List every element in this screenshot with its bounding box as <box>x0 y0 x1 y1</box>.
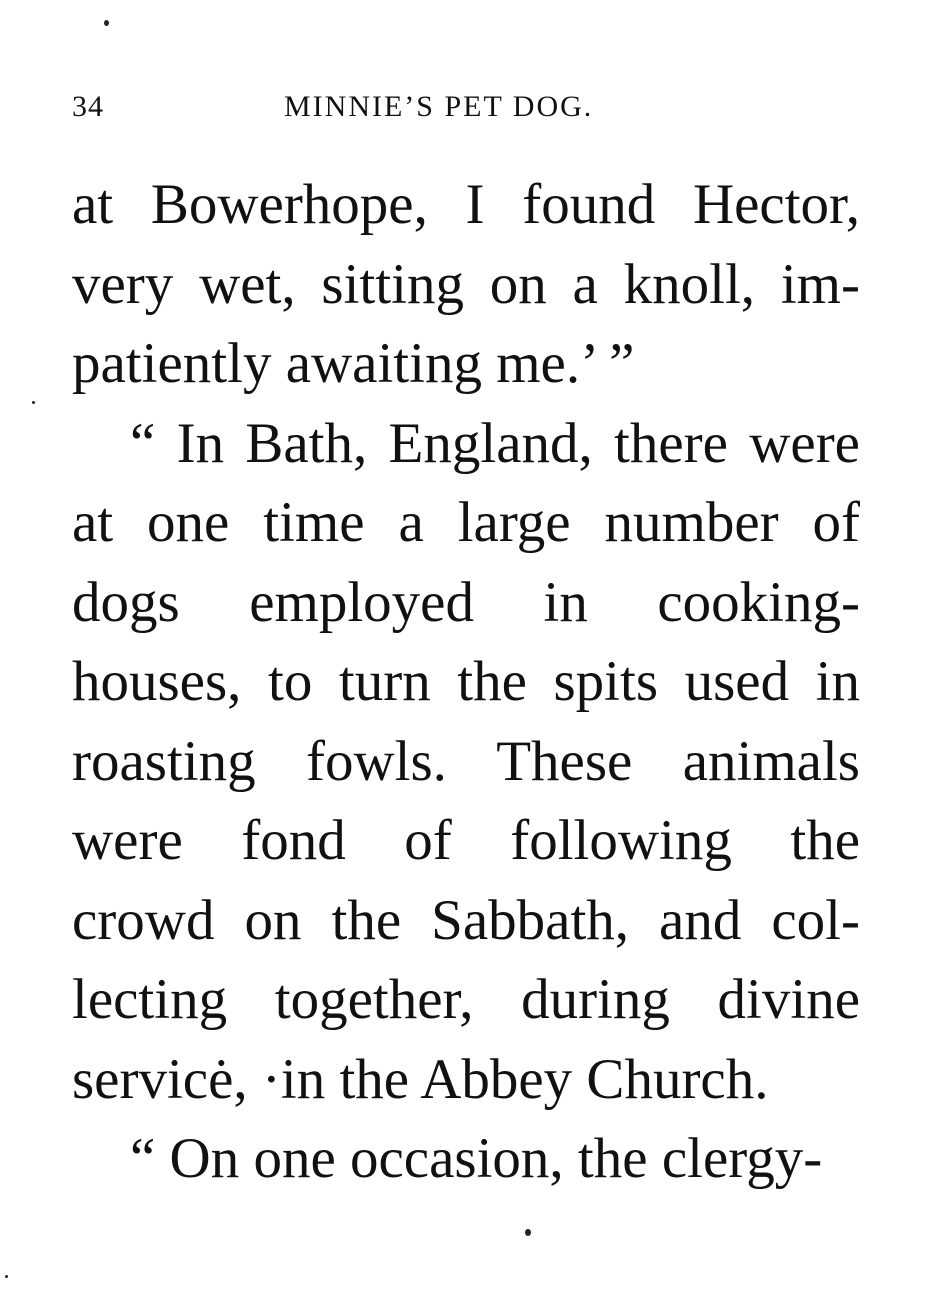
text-line: at one time a large number of <box>72 491 860 554</box>
text-line: dogs employed in cooking- <box>72 570 860 634</box>
body-text <box>72 165 860 1199</box>
ink-speck <box>5 1275 8 1278</box>
ink-speck <box>32 401 35 404</box>
text-line: houses, to turn the spits used in <box>72 650 860 713</box>
text-line: roasting fowls. These animals <box>72 729 860 793</box>
ink-speck <box>104 20 109 26</box>
text-line: patiently awaiting me.’ ” <box>72 332 635 395</box>
text-line: lecting together, during divine <box>72 968 860 1031</box>
paragraph-start-line: “ In Bath, England, there were <box>130 411 860 475</box>
text-line: crowd on the Sabbath, and col- <box>72 888 860 952</box>
running-title: MINNIE’S PET DOG. <box>284 90 594 123</box>
page-number: 34 <box>72 90 104 123</box>
text-line: very wet, sitting on a knoll, im- <box>72 252 860 316</box>
running-header <box>72 90 862 130</box>
text-line: were fond of following the <box>72 809 860 872</box>
ink-speck <box>525 1229 531 1236</box>
paragraph-start-line: “ On one occasion, the clergy- <box>130 1127 823 1190</box>
text-line: at Bowerhope, I found Hector, <box>72 173 860 236</box>
text-line: servicė, ·in the Abbey Church. <box>72 1047 769 1111</box>
